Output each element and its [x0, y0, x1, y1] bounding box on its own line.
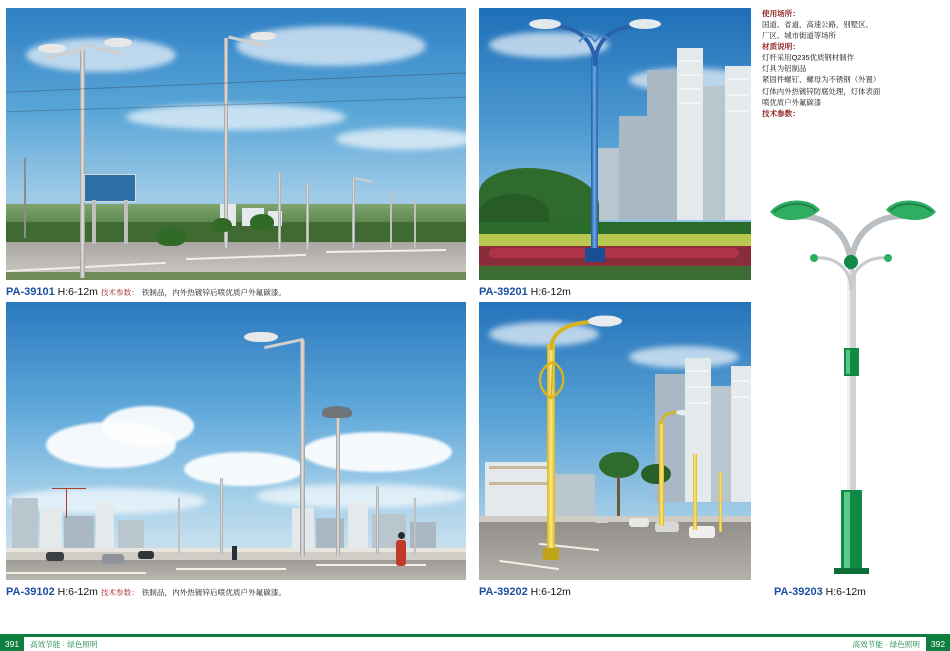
double-arm-fixture-icon [479, 12, 751, 132]
product-code: PA-39201 [479, 286, 528, 298]
product-height: H:6-12m [57, 586, 98, 598]
product-photo-pa-39102 [6, 302, 466, 580]
footer-text-left: 高效节能 · 绿色照明 [30, 640, 98, 649]
product-code: PA-39202 [479, 586, 528, 598]
spec-line-1-4: 喷优质户外氟碳漆 [762, 97, 822, 107]
page-footer [0, 631, 950, 651]
footer-text-right: 高效节能 · 绿色照明 [852, 640, 920, 649]
product-photo-pa-39201 [479, 8, 751, 280]
tech-note: 铁制品，内外热镀锌后喷优质户外氟碳漆。 [141, 288, 286, 297]
spec-heading-0: 使用场所： [762, 9, 800, 18]
product-cell-pa-39101 [6, 8, 466, 280]
tech-note: 铁制品，内外热镀锌后喷优质户外氟碳漆。 [141, 588, 286, 597]
spec-heading-1: 材质说明： [762, 42, 800, 52]
product-code: PA-39102 [6, 586, 55, 598]
product-render-pa-39203 [762, 120, 944, 578]
tech-label: 技术参数： [100, 588, 139, 597]
product-cell-pa-39203 [762, 120, 944, 578]
street-light-pole [300, 340, 305, 556]
product-code: PA-39203 [774, 586, 823, 598]
spec-line-0-0: 国道、省道、高速公路、别墅区、 [762, 20, 873, 29]
product-height: H:6-12m [825, 586, 866, 598]
lamp-head [244, 332, 278, 342]
caption-pa-39201 [479, 286, 571, 298]
footer-rule [0, 634, 950, 637]
street-light-pole [80, 50, 85, 278]
product-cell-pa-39201 [479, 8, 751, 280]
caption-pa-39101 [6, 286, 286, 298]
page-number-left: 391 [0, 637, 24, 651]
product-code: PA-39101 [6, 286, 55, 298]
spec-line-1-0: 灯杆采用Q235优质钢材制作 [762, 53, 854, 63]
lamp-head [104, 38, 132, 47]
spec-line-1-1: 灯具为铝制品 [762, 64, 807, 74]
spec-line-1-3: 灯体内外热镀锌防腐处理，灯体表面 [762, 86, 881, 96]
spec-line-0-1: 厂区、城市街道等场所 [762, 31, 836, 41]
caption-pa-39203 [774, 586, 866, 598]
product-photo-pa-39202 [479, 302, 751, 580]
spec-line-1-2: 紧固件螺钉、螺母为不锈钢（外置） [762, 75, 881, 85]
caption-pa-39102 [6, 586, 286, 598]
tech-label: 技术参数： [100, 288, 139, 297]
product-cell-pa-39102 [6, 302, 466, 580]
spec-heading-2: 技术参数： [762, 108, 800, 118]
leaf-ornament-icon [529, 358, 589, 418]
caption-pa-39202 [479, 586, 571, 598]
product-cell-pa-39202 [479, 302, 751, 580]
product-height: H:6-12m [530, 586, 571, 598]
product-photo-pa-39101 [6, 8, 466, 280]
lamp-head [38, 44, 66, 53]
product-height: H:6-12m [57, 286, 98, 298]
page-number-right: 392 [926, 637, 950, 651]
product-height: H:6-12m [530, 286, 571, 298]
